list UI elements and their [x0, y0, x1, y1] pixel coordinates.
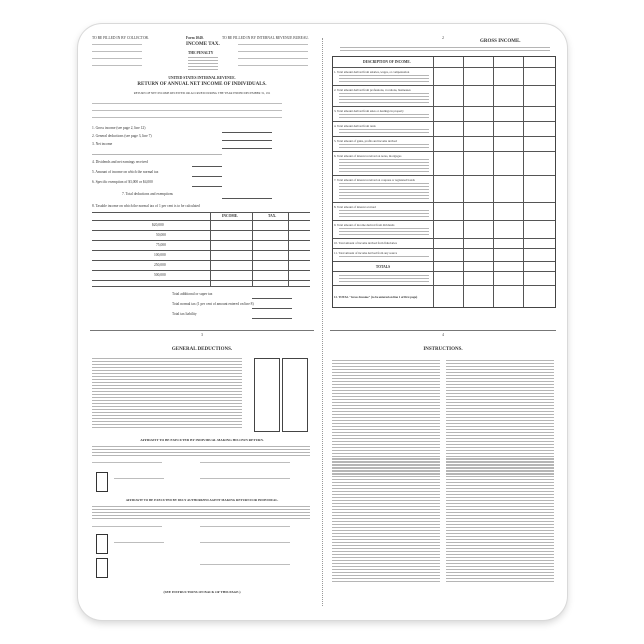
penalty-label: THE PENALTY: [188, 51, 214, 55]
gross-row-9: 9. Total amount of income derived from dividends: [334, 223, 395, 227]
row-1: 1. Gross income (see page 2, line 12): [92, 126, 146, 130]
col-income: INCOME.: [222, 214, 239, 218]
row-4: 4. Dividends and net earnings received: [92, 160, 148, 164]
collector-header: TO BE FILLED IN BY COLLECTOR.: [92, 36, 149, 40]
col-description: DESCRIPTION OF INCOME.: [363, 60, 411, 64]
income-tax-table: [92, 124, 310, 324]
gross-row-8: 8. Total amount of interest accrued: [334, 205, 376, 209]
gross-income-title: GROSS INCOME.: [480, 39, 521, 44]
see-instructions-footer: (SEE INSTRUCTIONS ON BACK OF THIS PAGE.): [163, 590, 241, 594]
bracket-1: $20,000: [152, 223, 164, 227]
affidavit-agent: AFFIDAVIT TO BE EXECUTED BY DULY AUTHORIZED AGENT MAKING RETURN FOR INDIVIDUAL.: [125, 498, 279, 502]
totals-label: TOTALS: [375, 265, 391, 269]
row-2: 2. General deductions (see page 3, line 7): [92, 134, 152, 138]
gross-row-5: 5. Total amount of gains, profits and income derived: [334, 139, 397, 143]
form-title: INCOME TAX.: [186, 42, 220, 47]
gross-row-2: 2. Total amount derived from professions, vocations, businesses: [334, 88, 411, 92]
bracket-4: 100,000: [154, 253, 166, 257]
bracket-6: 500,000: [154, 273, 166, 277]
col-tax: TAX.: [268, 214, 277, 218]
total-liability: Total tax liability: [172, 312, 197, 316]
gross-row-10: 10. Total amount of income derived from fiduciaries: [334, 241, 397, 245]
gross-row-6: 6. Total amount of interest received on notes, mortgages: [334, 154, 402, 158]
page-4-number: 4: [442, 333, 444, 337]
bracket-2: 50,000: [156, 233, 166, 237]
bracket-5: 250,000: [154, 263, 166, 267]
gross-row-12: 12. TOTAL "Gross Income" (to be entered on line 1 of first page): [334, 295, 418, 299]
return-subtitle: RETURN OF NET INCOME RECEIVED OR ACCRUED DURING THE YEAR ENDED DECEMBER 31, 191: [133, 91, 271, 95]
row-7: 7. Total deductions and exemptions: [122, 192, 173, 196]
form-number: Form 1040.: [186, 36, 204, 40]
affidavit-individual: AFFIDAVIT TO BE EXECUTED BY INDIVIDUAL MAKING HIS OWN RETURN.: [140, 438, 264, 442]
total-normal-tax: Total normal tax (1 per cent of amount entered on line 8): [172, 302, 254, 306]
total-super-tax: Total additional or super tax: [172, 292, 213, 296]
gross-income-table: [332, 56, 556, 308]
gross-row-3: 3. Total amount derived from sales or dealings in property: [334, 109, 404, 113]
return-title: RETURN OF ANNUAL NET INCOME OF INDIVIDUALS.: [137, 82, 267, 87]
agency-name: UNITED STATES INTERNAL REVENUE.: [168, 76, 236, 80]
form-page-right: [330, 34, 556, 610]
mousepad: [78, 24, 567, 620]
page-divider: [322, 38, 323, 606]
form-page-left: [90, 34, 314, 610]
gross-row-4: 4. Total amount derived from rents: [334, 124, 376, 128]
gross-row-7: 7. Total amount of interest received on coupons or registered bonds: [334, 178, 415, 182]
general-deductions-title: GENERAL DEDUCTIONS.: [171, 347, 233, 352]
gross-row-1: 1. Total amount derived from salaries, wages, or compensation: [334, 70, 410, 74]
row-6: 6. Specific exemption of $3,000 or $4,000: [92, 180, 153, 184]
page-3-number: 3: [201, 333, 203, 337]
instructions-title: INSTRUCTIONS.: [423, 347, 463, 352]
row-3: 3. Net income: [92, 142, 113, 146]
gross-row-11: 11. Total amount of income derived from any source: [334, 251, 398, 255]
bureau-header: TO BE FILLED IN BY INTERNAL REVENUE BUREAU.: [222, 36, 309, 40]
page-2-number: 2: [442, 36, 444, 40]
row-5: 5. Amount of income on which the normal tax: [92, 170, 159, 174]
row-8: 8. Taxable income on which the normal tax of 1 per cent is to be calculated: [92, 204, 200, 208]
bracket-3: 75,000: [156, 243, 166, 247]
